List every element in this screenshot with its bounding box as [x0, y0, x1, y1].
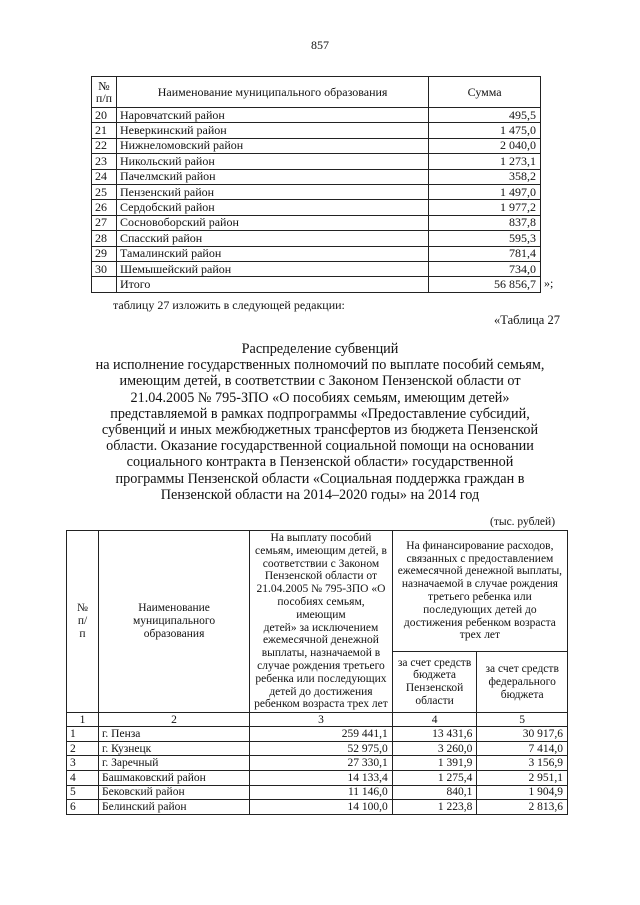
header-line: бюджета [413, 669, 456, 682]
row-benefits: 11 146,0 [250, 785, 393, 800]
column-index: 3 [250, 713, 393, 727]
header-federal-budget [477, 652, 568, 713]
header-line: трех лет [459, 629, 501, 642]
row-sum: 495,5 [429, 108, 541, 123]
header-line: связанных с предоставлением [406, 552, 554, 565]
row-num: 28 [92, 231, 117, 246]
total-sum: 56 856,7 [429, 277, 541, 292]
row-name: Сердобский район [116, 200, 428, 215]
row-benefits: 27 330,1 [250, 756, 393, 771]
row-num: 27 [92, 215, 117, 230]
header-name: Наименование муниципального образования [116, 77, 428, 108]
column-index: 5 [477, 713, 568, 727]
header-line: детей до достижения [269, 685, 373, 698]
row-sum: 1 497,0 [429, 184, 541, 199]
row-sum: 734,0 [429, 261, 541, 276]
header-line: ребенком возраста трех лет [254, 698, 388, 711]
table-row [92, 154, 541, 169]
row-benefits: 259 441,1 [250, 727, 393, 742]
row-num: 25 [92, 184, 117, 199]
title-line: социального контракта в Пензенской области» государственной [126, 454, 514, 471]
table-row [92, 261, 541, 276]
title-line: на исполнение государственных полномочий по выплате пособий семьям, [95, 357, 545, 374]
row-name: Никольский район [116, 154, 428, 169]
row-benefits: 14 100,0 [250, 800, 393, 815]
table-row [67, 727, 568, 742]
header-line: достижения ребенком возраста [403, 616, 556, 629]
units-label: (тыс. рублей) [490, 516, 556, 528]
table-row [67, 770, 568, 785]
header-line: ребенка или последующих [255, 672, 387, 685]
header-line: области [415, 694, 454, 707]
row-regional: 1 391,9 [392, 756, 477, 771]
row-federal: 7 414,0 [477, 741, 568, 756]
title-line: имеющим детей, в соответствии с Законом Пензенской области от [119, 373, 521, 390]
row-name: Пензенский район [116, 184, 428, 199]
header-line: бюджета [500, 688, 544, 701]
title-line: Пензенской области на 2014–2020 годы» на 2014 год [160, 486, 480, 503]
header-num: № п/п [67, 531, 99, 713]
header-sum: Сумма [429, 77, 541, 108]
column-index-row [67, 713, 568, 727]
table-row [67, 800, 568, 815]
table-row [67, 785, 568, 800]
header-line: Пензенской области от [264, 570, 378, 583]
row-num: 4 [67, 770, 99, 785]
closing-quote: »; [544, 276, 554, 290]
table-row [92, 123, 541, 138]
row-name: Тамалинский район [116, 246, 428, 261]
header-line: соответствии с Законом [262, 557, 380, 570]
row-num: 3 [67, 756, 99, 771]
row-num: 26 [92, 200, 117, 215]
row-sum: 837,8 [429, 215, 541, 230]
subsidy-distribution-table [66, 530, 568, 815]
subsidy-table-continued [91, 76, 541, 293]
row-num: 24 [92, 169, 117, 184]
row-name: Белинский район [98, 800, 249, 815]
table-row [92, 138, 541, 153]
title-line: субвенций и иных межбюджетных трансфертов из бюджета Пензенской [101, 422, 539, 439]
header-line: На финансирование расходов, [406, 539, 554, 552]
row-num: 30 [92, 261, 117, 276]
row-name: Пачелмский район [116, 169, 428, 184]
row-benefits: 14 133,4 [250, 770, 393, 785]
header-line: федерального [488, 675, 556, 688]
column-index: 1 [67, 713, 99, 727]
row-num: 23 [92, 154, 117, 169]
table-row [92, 200, 541, 215]
row-name: Неверкинский район [116, 123, 428, 138]
header-line: за счет средств [397, 656, 472, 669]
row-num: 5 [67, 785, 99, 800]
title-line: 21.04.2005 № 795-ЗПО «О пособиях семьям, имеющим детей» [130, 389, 510, 406]
row-federal: 3 156,9 [477, 756, 568, 771]
table-row [92, 184, 541, 199]
header-line: назначаемой в случае рождения [401, 578, 558, 591]
row-sum: 2 040,0 [429, 138, 541, 153]
row-num: 29 [92, 246, 117, 261]
column-index: 2 [98, 713, 249, 727]
row-sum: 358,2 [429, 169, 541, 184]
table-header-row [92, 77, 541, 108]
header-line: Пензенской [405, 682, 464, 695]
row-name: г. Заречный [98, 756, 249, 771]
row-regional: 13 431,6 [392, 727, 477, 742]
row-name: Сосновоборский район [116, 215, 428, 230]
total-row [92, 277, 541, 292]
header-line: На выплату пособий [270, 532, 372, 544]
header-line: за счет средств [485, 662, 559, 675]
header-line: ежемесячной денежной выплаты, [397, 565, 563, 578]
row-num: 22 [92, 138, 117, 153]
row-num: 2 [67, 741, 99, 756]
title-line: Распределение субвенций [241, 341, 399, 357]
table-row [92, 231, 541, 246]
row-federal: 30 917,6 [477, 727, 568, 742]
row-name: г. Кузнецк [98, 741, 249, 756]
table-row [92, 215, 541, 230]
table-label: «Таблица 27 [494, 313, 560, 327]
header-line: пособиях семьям, имеющим [277, 595, 365, 621]
row-sum: 781,4 [429, 246, 541, 261]
row-name: Нижнеломовский район [116, 138, 428, 153]
row-num: 6 [67, 800, 99, 815]
table-row [67, 741, 568, 756]
row-name: Наровчатский район [116, 108, 428, 123]
header-line: 21.04.2005 № 795-ЗПО «О [256, 583, 386, 596]
header-line: семьям, имеющим детей, в [255, 544, 387, 557]
row-sum: 1 977,2 [429, 200, 541, 215]
column-index: 4 [392, 713, 477, 727]
row-num: 1 [67, 727, 99, 742]
row-federal: 2 951,1 [477, 770, 568, 785]
row-name: Бековский район [98, 785, 249, 800]
row-regional: 1 275,4 [392, 770, 477, 785]
table-row [92, 246, 541, 261]
table-row [92, 169, 541, 184]
header-benefits [250, 531, 393, 713]
table-title [80, 341, 560, 503]
table-row [67, 756, 568, 771]
row-name: г. Пенза [98, 727, 249, 742]
row-federal: 2 813,6 [477, 800, 568, 815]
title-line: представляемой в рамках подпрограммы «Предоставление субсидий, [110, 405, 530, 422]
row-name: Башмаковский район [98, 770, 249, 785]
header-line: ежемесячной денежной [262, 634, 379, 647]
header-line: выплаты, назначаемой в [261, 647, 381, 660]
row-num: 21 [92, 123, 117, 138]
row-name: Шемышейский район [116, 261, 428, 276]
title-line: программы Пензенской области «Социальная поддержка граждан в [115, 470, 525, 487]
row-sum: 1 475,0 [429, 123, 541, 138]
header-line: последующих детей до [423, 603, 537, 616]
row-regional: 3 260,0 [392, 741, 477, 756]
title-line: области. Оказание государственной социальной помощи на основании [106, 438, 534, 455]
header-name: Наименование муниципального образования [98, 531, 249, 713]
table-row [92, 108, 541, 123]
row-federal: 1 904,9 [477, 785, 568, 800]
row-sum: 595,3 [429, 231, 541, 246]
header-line: детей» за исключением [263, 621, 379, 634]
header-line: случае рождения третьего [257, 659, 385, 672]
amendment-note: таблицу 27 изложить в следующей редакции: [113, 298, 345, 312]
header-num: № п/п [92, 77, 117, 108]
row-num: 20 [92, 108, 117, 123]
page-number: 857 [311, 38, 329, 52]
row-sum: 1 273,1 [429, 154, 541, 169]
table-header-row [67, 531, 568, 652]
header-line: третьего ребенка или [428, 591, 532, 604]
row-name: Спасский район [116, 231, 428, 246]
row-regional: 1 223,8 [392, 800, 477, 815]
header-monthly-payment-group [392, 531, 567, 652]
row-regional: 840,1 [392, 785, 477, 800]
header-regional-budget [392, 652, 477, 713]
row-benefits: 52 975,0 [250, 741, 393, 756]
total-label: Итого [116, 277, 428, 292]
